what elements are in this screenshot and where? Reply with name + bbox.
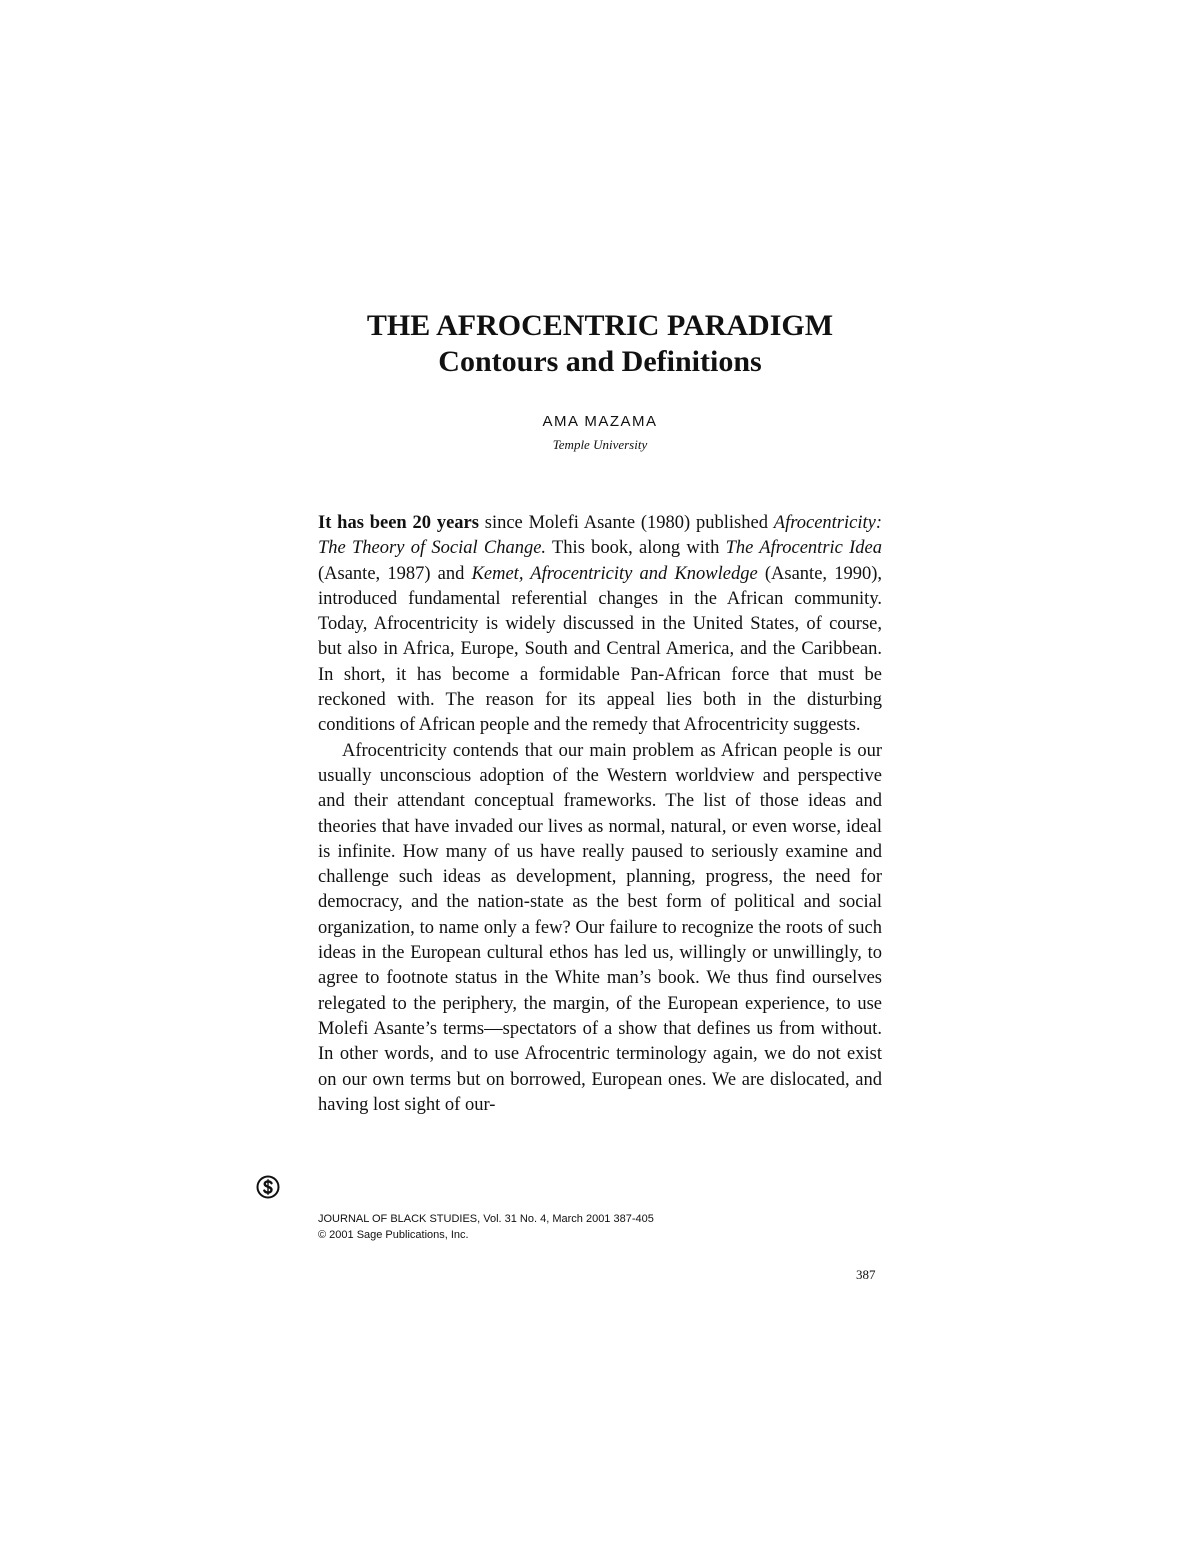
article-title xyxy=(0,308,1200,380)
paragraph-2: Afrocentricity contends that our main problem as African people is our usually unconscious adoption of the Western worldview and perspective and their attendant conceptual frameworks. The list of those ideas and theories that have invaded our lives as normal, natural, or even worse, ideal is infinite. How many of us have really paused to seriously examine and challenge such ideas as development, planning, progress, the need for democracy, and the nation-state as the best form of political and social organization, to name only a few? Our failure to recognize the roots of such ideas in the European cultural ethos has led us, willingly or unwillingly, to agree to footnote status in the White man’s book. We thus find ourselves relegated to the periphery, the margin, of the European experience, to use Molefi Asante’s terms—spectators of a show that defines us from without. In other words, and to use Afrocentric terminology again, we do not exist on our own terms but on borrowed, European ones. We are dislocated, and having lost sight of our- xyxy=(318,740,882,1115)
paragraph-1-text: (Asante, 1987) and xyxy=(318,563,472,584)
journal-citation xyxy=(318,1211,654,1243)
paragraph-1-text: This book, along with xyxy=(546,538,726,559)
sage-logo-icon xyxy=(256,1175,280,1199)
author-name: AMA MAZAMA xyxy=(542,413,658,430)
book-title: The Afrocentric Idea xyxy=(725,538,883,559)
author-affiliation: Temple University xyxy=(552,437,648,452)
paragraph-1-text: (Asante, 1990), introduced fundamental referential changes in the African community. Today, Afrocentricity is widely discussed in the United States, of course, but also in Africa, Europe, South and Central America, and the Caribbean. In short, it has become a formidable Pan-African force that must be reckoned with. The reason for its appeal lies both in the disturbing conditions of African people and the remedy that Afrocentricity suggests. xyxy=(318,563,882,736)
lead-in-text: It has been 20 years xyxy=(318,513,479,533)
journal-line: JOURNAL OF BLACK STUDIES, Vol. 31 No. 4, March 2001 387-405 xyxy=(318,1213,654,1225)
book-title: Afrocentricity: The Theory of Social Change. xyxy=(318,513,882,559)
copyright-line: © 2001 Sage Publications, Inc. xyxy=(318,1229,469,1241)
article-body xyxy=(318,511,882,1118)
book-title: Kemet, Afrocentricity and Knowledge xyxy=(471,563,758,584)
title-main: THE AFROCENTRIC PARADIGM xyxy=(366,309,834,342)
page-number: 387 xyxy=(856,1267,876,1282)
paragraph-1-text: since Molefi Asante (1980) published xyxy=(478,513,774,533)
title-subtitle: Contours and Definitions xyxy=(438,345,762,378)
paragraph-1 xyxy=(318,511,882,739)
